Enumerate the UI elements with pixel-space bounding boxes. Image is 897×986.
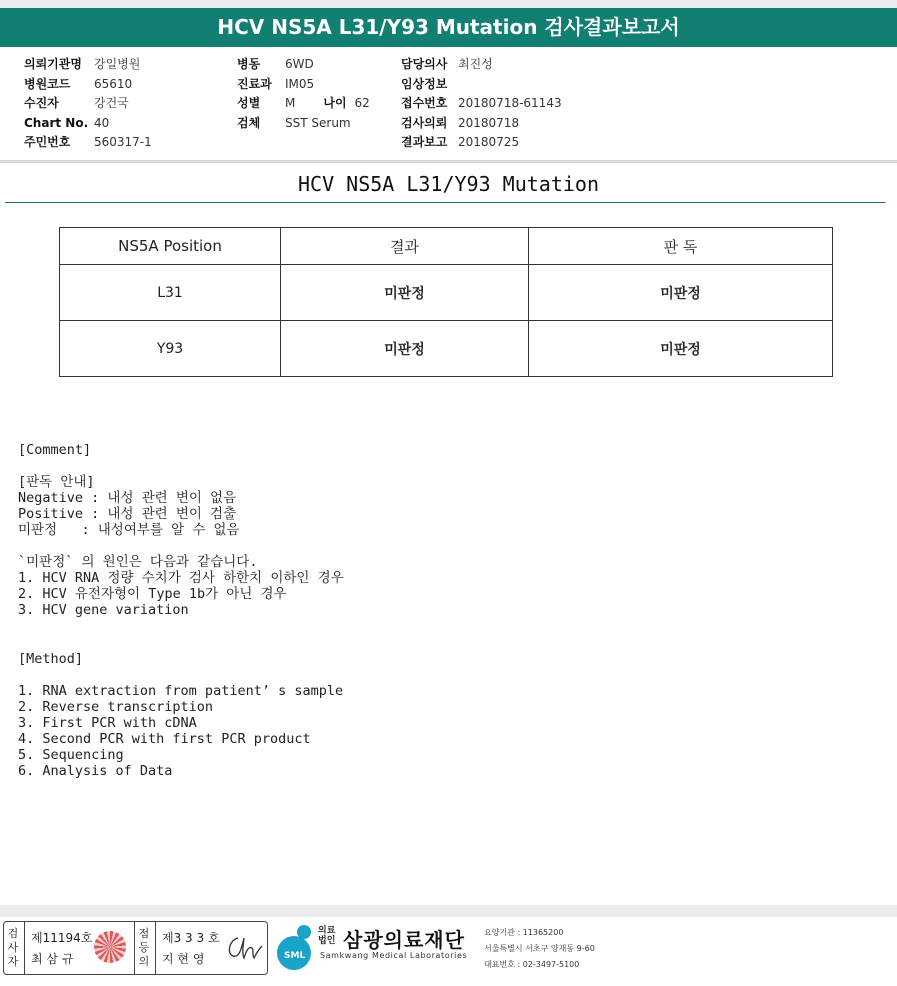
- tester-label-char: 검: [7, 927, 19, 940]
- info-label: 병원코드: [24, 76, 71, 91]
- org-prefix-line: 법인: [318, 936, 336, 946]
- method-section: [Method] 1. RNA extraction from patient’ s sample 2. Reverse transcription 3. First PCR with cDNA 4. Second PCR with first PCR product 5. Sequencing 6. Analysis of Data: [18, 651, 344, 779]
- column-header: 판 독: [529, 228, 833, 265]
- signature-scribble-icon: [224, 932, 264, 964]
- info-column-1: [24, 55, 152, 153]
- info-label: 수진자: [24, 96, 59, 111]
- info-value: 강건국: [94, 96, 129, 111]
- info-label: Chart No.: [24, 115, 89, 130]
- org-prefix-line: 의료: [318, 926, 336, 936]
- reviewer-license-no: 제3 3 3 호: [162, 931, 220, 945]
- org-contact-info: [484, 925, 595, 973]
- info-row: [401, 133, 562, 153]
- info-row: [237, 114, 370, 134]
- separator: [24, 922, 25, 974]
- table-cell-result: 미판정: [281, 265, 529, 321]
- info-label: 결과보고: [401, 135, 448, 150]
- tester-name: 최 삼 규: [31, 952, 74, 966]
- logo-text: SML: [284, 951, 306, 961]
- info-label: 진료과: [237, 76, 272, 91]
- info-label: 성별: [237, 96, 261, 111]
- info-label: 담당의사: [401, 57, 448, 71]
- info-row: [401, 55, 562, 75]
- org-info-line: 대표번호 : 02-3497-5100: [484, 960, 580, 969]
- info-value: 20180718: [458, 115, 520, 130]
- tester-license-no: 제11194호: [31, 931, 93, 945]
- table-cell-interpretation: 미판정: [529, 321, 833, 377]
- info-value: 560317-1: [94, 135, 152, 150]
- info-row: [237, 94, 370, 114]
- info-label: 접수번호: [401, 96, 448, 111]
- reviewer-label-char: 의: [138, 955, 150, 968]
- info-value: M: [285, 96, 296, 111]
- org-info-line: 서울특별시 서초구 양재동 9-60: [484, 944, 595, 953]
- org-name-english: Samkwang Medical Laboratories: [320, 951, 468, 960]
- footer-divider: [0, 905, 897, 917]
- info-row: [24, 55, 152, 75]
- info-value: 20180718-61143: [458, 96, 562, 111]
- reviewer-label-char: 등: [138, 941, 150, 954]
- info-row: [237, 55, 370, 75]
- info-value: IM05: [285, 76, 315, 91]
- info-row: [24, 75, 152, 95]
- info-label: 병동: [237, 57, 261, 71]
- reviewer-label-char: 점: [138, 927, 150, 940]
- info-label: 검사의뢰: [401, 115, 448, 130]
- org-prefix: [318, 926, 335, 946]
- info-value: 40: [94, 115, 110, 130]
- info-row: [401, 75, 562, 95]
- table-header-row: [60, 228, 833, 265]
- info-value: 20180725: [458, 135, 520, 150]
- table-row: [60, 321, 833, 377]
- column-header: 결과: [281, 228, 529, 265]
- info-row: [24, 133, 152, 153]
- info-value: SST Serum: [285, 115, 351, 130]
- info-column-2: [237, 55, 370, 133]
- tester-label: [4, 922, 22, 974]
- tester-label-char: 자: [7, 955, 19, 968]
- table-cell-position: L31: [60, 265, 281, 321]
- report-header-title: HCV NS5A L31/Y93 Mutation 검사결과보고서: [0, 8, 897, 47]
- tester-label-char: 사: [7, 941, 19, 954]
- info-column-3: [401, 55, 562, 153]
- sml-logo-icon: [271, 922, 317, 972]
- info-value: 65610: [94, 76, 133, 91]
- table-cell-position: Y93: [60, 321, 281, 377]
- info-value: 6WD: [285, 57, 314, 71]
- signature-box: [3, 921, 268, 975]
- reviewer-name: 지 현 영: [162, 952, 205, 966]
- table-row: [60, 265, 833, 321]
- info-row: [24, 94, 152, 114]
- comment-section: [Comment] [판독 안내] Negative : 내성 관련 변이 없음 Positive : 내성 관련 변이 검출 미판정 : 내성여부를 알 수 없음 `미판정` 의 원인은 다음과 같습니다. 1. HCV RNA 정량 수치가 검사 하한치 이하인 경우 2. HCV 유전자형이 Type 1b가 아닌 경우 3. HCV gene variation: [18, 442, 344, 618]
- table-cell-interpretation: 미판정: [529, 265, 833, 321]
- report-title: HCV NS5A L31/Y93 Mutation: [297, 172, 600, 196]
- info-label: 의뢰기관명: [24, 57, 82, 71]
- title-divider: [5, 202, 885, 203]
- info-value: 최진성: [458, 57, 493, 71]
- age-value: 62: [354, 96, 370, 111]
- info-label: 주민번호: [24, 135, 71, 150]
- info-value: 강일병원: [94, 57, 141, 71]
- org-name-korean: 삼광의료재단: [343, 928, 465, 952]
- info-row: [237, 75, 370, 95]
- info-label: 임상정보: [401, 76, 448, 91]
- header-divider: [0, 160, 897, 163]
- seal-stamp-icon: [94, 931, 126, 963]
- org-info-line: 요양기관 : 11365200: [484, 928, 564, 937]
- table-cell-result: 미판정: [281, 321, 529, 377]
- age-label: 나이: [323, 96, 347, 111]
- info-row: [24, 114, 152, 134]
- column-header: NS5A Position: [60, 228, 281, 265]
- result-table: [59, 227, 833, 377]
- separator: [155, 922, 156, 974]
- top-strip: [0, 0, 897, 8]
- info-label: 검체: [237, 115, 261, 130]
- info-row: [401, 94, 562, 114]
- reviewer-label: [135, 922, 153, 974]
- info-row: [401, 114, 562, 134]
